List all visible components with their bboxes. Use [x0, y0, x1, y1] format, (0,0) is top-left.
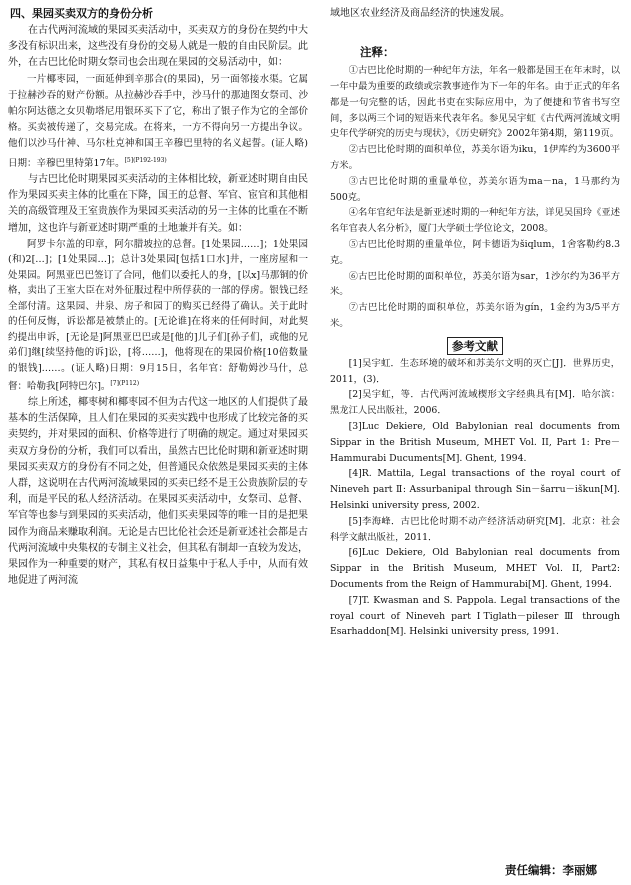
footnote: ⑥古巴比伦时期的面积单位，苏美尔语为sar，1沙尔约为36平方米。 [330, 270, 620, 298]
quotation-2-text: 阿罗卡尔盖的印章，阿尔腊坡拉的总督。[1处果园……]；1处果园(和)2[…]；[1处果园…]；总计3处果园[包括1口水]井，一座房屋和一处果园。阿黑亚巴巴签订了合同，他们以委托人的身，[以x]马那铜的价格，卖出了王室大臣在对外征服过程中所俘获的一部的俘虏。银钱已经全部付清。这果园、井泉、房子和园丁的购买已经得了确认。关于此时的任何反悔，诉讼都是被禁止的。[无论谁]在将来的任何时间，对此契约提出申诉，[无论是]阿黑亚巴巴或是[他的]儿子们[孙子们，或他的兄弟们]继[续坚持他的诉]讼，[将……]，他将现在的果园价格[10倍数量的银钱]……。(证人略)日期：9月15日，名年官：舒勒姆沙马什，总督：哈勒我[阿特巴尔]。 [8, 238, 308, 393]
footnote: ①古巴比伦时期的一种纪年方法，年名一般都是国王在年末时，以一年中最为重要的政绩或宗教事迹作为下一年的年名。由于正式的年名都是一句完整的话，因此书吏在实际应用中，为了便捷和节省书写空间，多以两三个词的短语来代表年名。参见吴宇虹《古代两河流域文明史年代学研究的历史与现状》，《历史研究》2002年第4期，第119页。 [330, 65, 620, 140]
quotation-1 [8, 72, 308, 172]
footnote: ③古巴比伦时期的重量单位，苏美尔语为ma－na，1马那约为500克。 [330, 175, 620, 203]
reference-item: [6]Luc Dekiere, Old Babylonian real documents from Sippar in the British Museum, MHET Vol. II, Part2: Documents from the Reign of Hammurabi[M]. Ghent, 1994. [330, 547, 620, 590]
responsible-editor: 责任编辑：李丽娜 [505, 863, 597, 877]
paragraph-conclusion: 综上所述，椰枣树和椰枣园不但为古代这一地区的人们提供了最基本的生活保障，且人们在果园的买卖实践中也形成了比较完备的买卖契约，并对果园的面积、价格等进行了明确的规定。通过对果园买卖双方身份的分析，我们可以看出，虽然古巴比伦时期和新亚述时期果园买卖双方的身份有不同之处，但普通民众依然是果园买卖的主体人群，这说明在古代两河流域果园的买卖已经不是王公贵族阶层的专利，而是平民的私人经济活动。在果园买卖活动中，女祭司、总督、军官等也参与到果园的买卖活动，他们买卖果园等的唯一目的是把果园作为商品来赚取利润。无论是古巴比伦社会还是新亚述社会都是古代两河流域中央集权的专制主义社会，但其私有制却一直较为发达，果园作为一种重要的财产，其私有权日益集中于私人手中，从而有效地促进了两河流 [8, 396, 308, 587]
paragraph-continuation: 域地区农业经济及商品经济的快速发展。 [330, 8, 510, 19]
footnote: ⑤古巴比伦时期的重量单位，阿卡德语为šiqlum，1舍客勒约8.3克。 [330, 238, 620, 266]
citation-superscript: [5](P192-193) [124, 156, 167, 164]
right-column [330, 6, 620, 640]
paragraph-intro: 在古代两河流域的果园买卖活动中，买卖双方的身份在契约中大多没有标识出来，这些没有身份的交易人就是一般的自由民阶层。此外，在古巴比伦时期女祭司也会出现在果园的交易活动中，如： [8, 25, 308, 69]
footnote: ④名年官纪年法是新亚述时期的一种纪年方法，详见吴国玲《亚述名年官表人名分析》，厦门大学硕士学位论文，2008。 [330, 207, 620, 235]
quotation-1-text: 一片椰枣园，一面延伸到辛那合(的果园)，另一面邻接水渠。它属于拉赫沙吞的财产份额。从拉赫沙吞手中，沙马什的那迪图女祭司、沙帕尔阿达德之女贝勒塔尼用银环买下了它，称出了银子作为它的全部价格。买卖被传递了，交易完成。在将来，一方不得向另一方提出争议。他们以沙马什神、马尔杜克神和国王辛穆巴里特的名义起誓。(证人略)日期：辛穆巴里特第17年。 [8, 73, 308, 169]
paragraph-comparison: 与古巴比伦时期果园买卖活动的主体相比较，新亚述时期自由民作为果园买卖主体的比重在下降，国王的总督、军官、宦官和其他相关的高级管理及王室贵族作为果园买卖活动的另一主体的比重在不断增加，这也许与新亚述时期严重的土地兼并有关。如： [8, 173, 308, 234]
citation-superscript: [7](P112) [110, 380, 140, 388]
footnote: ②古巴比伦时期的面积单位，苏美尔语为iku，1伊库约为3600平方米。 [330, 144, 620, 171]
references-title [330, 338, 620, 354]
footnote: ⑦古巴比伦时期的面积单位，苏美尔语为gín，1金约为3/5平方米。 [330, 302, 620, 329]
reference-item: [4]R. Mattila, Legal transactions of the royal court of Nineveh part Ⅱ: Assurbanipal through Sin－šarru－iškun[M]. Helsinki university press, 2002. [330, 468, 620, 511]
section-heading: 四、果园买卖双方的身份分析 [10, 7, 153, 20]
left-column [8, 6, 308, 589]
reference-item: [5]李海峰．古巴比伦时期不动产经济活动研究[M]．北京：社会科学文献出版社，2011． [330, 515, 620, 543]
reference-item: [3]Luc Dekiere, Old Babylonian real documents from Sippar in the British Museum, MHET Vol. II, Part 1: Pre－Hammurabi Ducuments[M]. Ghent, 1994. [330, 420, 620, 464]
notes-title: 注释： [360, 45, 395, 60]
reference-item: [1]吴宇虹．生态环境的破坏和苏美尔文明的灭亡[J]．世界历史，2011，(3)． [330, 357, 620, 385]
quotation-2 [8, 237, 308, 395]
references-title-text: 参考文献 [447, 337, 503, 355]
reference-item: [2]吴宇虹，等．古代两河流域楔形文字经典具有[M]．哈尔滨：黑龙江人民出版社，2006． [330, 389, 620, 417]
reference-item: [7]T. Kwasman and S. Pappola. Legal transactions of the royal court of Nineveh part ⅠTiglath－pileser Ⅲ through Esarhaddon[M]. Helsinki university press, 1991. [330, 594, 620, 638]
